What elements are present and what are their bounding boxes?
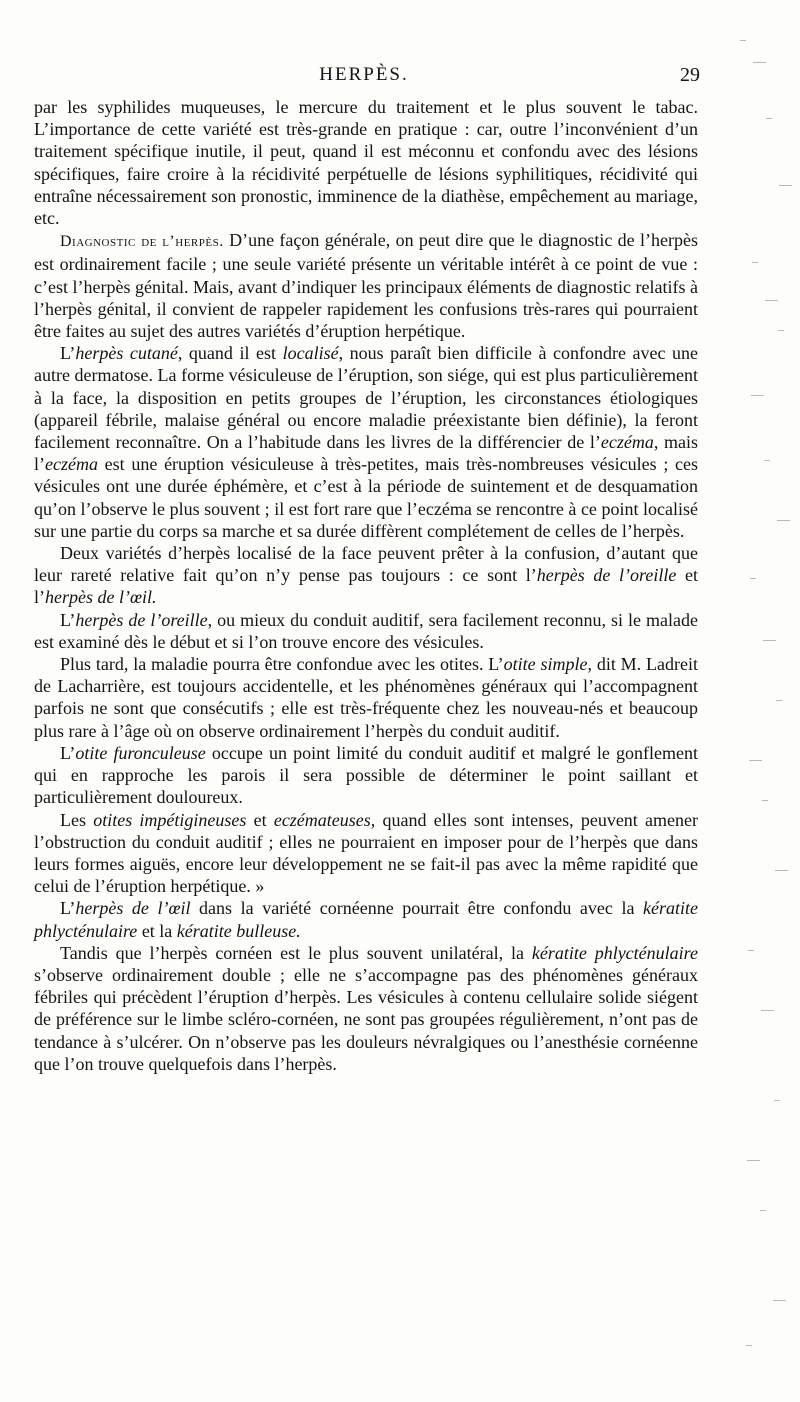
italic-term: eczémateuses (273, 809, 371, 830)
paragraph (34, 809, 698, 898)
text-run: , nous paraît bien difficile à confondre avec une autre dermatose. La forme vésiculeuse de l’éruption, son siége, qui est plus particulièrement à la face, la disposition en petits groupes de l’éruption, les circonstances étiologiques (appareil fébrile, malaise général ou encore maladie préexistante bien définie), la feront facilement reconnaître. On a l’habitude dans les livres de la différencier de l’ (34, 343, 699, 453)
text-run: par les syphilides muqueuses, le mercure du traitement et le plus souvent le tabac. L’importance de cette variété est très-grande en pratique : car, outre l’inconvénient d’un traitement spécifique inutile, il peut, quand il est méconnu et confondu avec des lésions spécifiques, faire croire à la récidivité perpétuelle de lésions syphilitiques, récidivité qui entraîne nécessairement son pronostic, imminence de la diathèse, empêchement au mariage, etc. (34, 97, 698, 229)
text-run: L’ (60, 343, 76, 364)
scan-mark (749, 760, 762, 761)
scan-mark (774, 1100, 780, 1101)
scan-mark (740, 40, 746, 41)
scan-mark (773, 1300, 786, 1301)
italic-term: herpès de l’œil. (45, 587, 157, 608)
scan-mark (778, 330, 784, 331)
text-run: D’une façon générale, on peut dire que le diagnostic de l’herpès est ordinairement facile ; une seule variété présente un véritable intérêt à ce point de vue : c’est l’herpès génital. Mais, avant d’indiquer les principaux éléments de diagnostic relatifs à l’herpès génital, il convient de rappeler rapidement les confusions très-rares qui pourraient être faites au sujet des autres variétés d’éruption herpétique. (34, 230, 698, 342)
paragraph (34, 942, 698, 1075)
scan-mark (746, 1345, 752, 1346)
italic-term: otites impétigineuses (93, 809, 247, 830)
text-run: L’ (60, 898, 76, 919)
section-heading: Diagnostic de l’herpès. (60, 233, 224, 251)
body-text (34, 96, 698, 1075)
text-run: est une éruption vésiculeuse à très-petites, mais très-nombreuses vésicules ; ces vésicules ont une durée éphémère, et c’est à la période de suintement et de desquamation qu’on l’observe le plus souvent ; il est fort rare que l’eczéma se rencontre à ce point localisé sur une partie du corps sa marche et sa durée diffèrent complétement de celles de l’herpès. (34, 454, 698, 541)
text-run: Tandis que l’herpès cornéen est le plus souvent unilatéral, la (60, 942, 532, 963)
paragraph (34, 653, 698, 742)
running-head (34, 60, 700, 90)
text-run: , quand il est (177, 343, 283, 364)
scan-mark (747, 1160, 760, 1161)
text-run: L’ (60, 609, 76, 630)
text-run: L’ (60, 742, 76, 763)
text-run: Deux variétés d’herpès localisé de la face peuvent prêter à la confusion, d’autant que leur rareté relative fait qu’on n’y pense pas toujours : ce sont l’ (34, 543, 698, 586)
scan-mark (762, 800, 768, 801)
text-run: occupe un point limité du conduit auditif et malgré le gonflement qui en rapproche les parois il sera possible de déterminer le point saillant et particulièrement douloureux. (34, 742, 698, 808)
italic-term: kératite phlycténulaire (531, 942, 698, 963)
text-run: Plus tard, la maladie pourra être confondue avec les otites. L’ (60, 654, 504, 675)
text-run: et l’ (34, 565, 698, 608)
italic-term: eczéma (45, 454, 98, 475)
paragraph (34, 96, 698, 229)
scan-mark (761, 1010, 774, 1011)
scan-mark (775, 870, 788, 871)
scan-mark (766, 118, 772, 119)
italic-term: kératite phlycténulaire (34, 898, 699, 941)
paragraph (34, 609, 698, 653)
scan-mark (763, 640, 776, 641)
text-run: et la (137, 920, 177, 941)
paragraph (34, 342, 698, 542)
text-run: dans la variété cornéenne pourrait être confondu avec la (190, 898, 644, 919)
italic-term: otite simple (503, 654, 588, 675)
scan-mark (752, 262, 758, 263)
page-title: HERPÈS. (319, 64, 409, 85)
scan-mark (753, 62, 766, 63)
italic-term: kératite bulleuse. (176, 920, 301, 941)
italic-term: herpès cutané (75, 343, 178, 364)
text-run: , ou mieux du conduit auditif, sera facilement reconnu, si le malade est examiné dès le début et si l’on trouve encore des vésicules. (34, 609, 698, 652)
text-run: Les (60, 809, 94, 830)
scan-mark (764, 460, 770, 461)
text-run: , dit M. Ladreit de Lacharrière, est toujours accidentelle, et les phénomènes généraux qui l’accompagnent parfois ne sont que consécutifs ; elle est très-fréquente chez les nouveau-nés et beaucoup plus rare à l’âge où on observe ordinairement l’herpès du conduit auditif. (34, 654, 698, 741)
italic-term: eczéma (600, 432, 654, 453)
scan-mark (777, 520, 790, 521)
paragraph (34, 742, 698, 809)
scan-mark (776, 700, 782, 701)
italic-term: otite furonculeuse (75, 742, 206, 763)
margin-scan-artifacts (720, 0, 800, 1402)
scan-mark (748, 950, 754, 951)
scan-mark (765, 300, 778, 301)
page-number: 29 (680, 64, 700, 86)
scan-mark (760, 1210, 766, 1211)
italic-term: herpès de l’oreille (536, 565, 677, 586)
paragraph (34, 897, 698, 941)
italic-term: herpès de l’œil (75, 898, 191, 919)
italic-term: localisé (282, 343, 339, 364)
scan-mark (751, 395, 764, 396)
text-run: , quand elles sont intenses, peuvent amener l’obstruction du conduit auditif ; elles ne pourraient en imposer pour de l’herpès que dans leurs formes aiguës, encore leur développement ne se fait-il pas avec la même rapidité que celui de l’éruption herpétique. » (34, 809, 698, 897)
text-run: et (246, 809, 274, 830)
scan-mark (779, 185, 792, 186)
scan-mark (750, 578, 756, 579)
paragraph (34, 542, 698, 609)
italic-term: herpès de l’oreille (75, 609, 208, 630)
text-run: s’observe ordinairement double ; elle ne s’accompagne pas des phénomènes généraux fébriles qui précèdent l’éruption d’herpès. Les vésicules à contenu cellulaire solide siégent de préférence sur le limbe scléro-cornéen, ne sont pas groupées régulièrement, n’ont pas de tendance à s’ulcérer. On n’observe pas les douleurs névralgiques ou l’anesthésie cornéenne que l’on trouve quelquefois dans l’herpès. (34, 964, 698, 1074)
text-run: , mais l’ (34, 432, 699, 475)
paragraph (34, 229, 698, 342)
